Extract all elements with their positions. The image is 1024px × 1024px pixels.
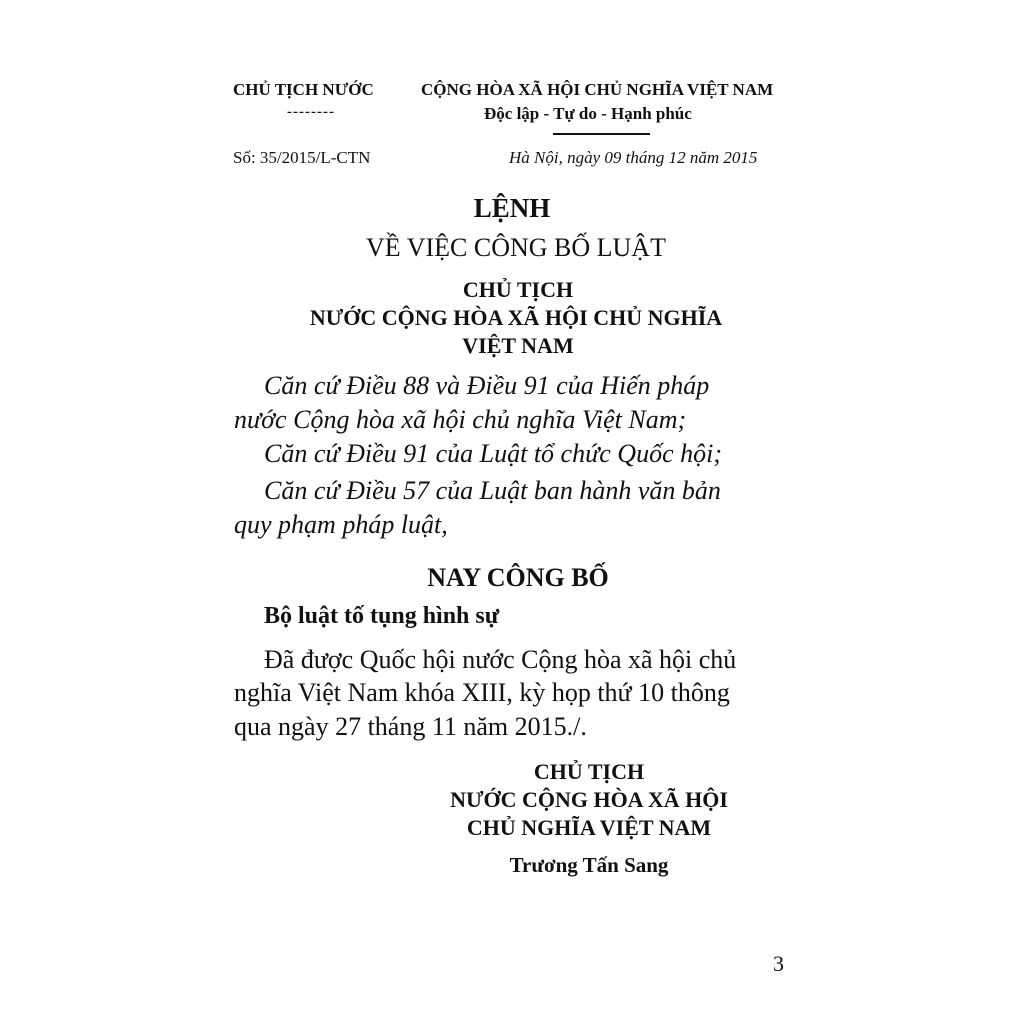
- signature-title: NƯỚC CỘNG HÒA XÃ HỘI: [450, 787, 728, 812]
- authority-line: NƯỚC CỘNG HÒA XÃ HỘI CHỦ NGHĨA: [309, 305, 723, 330]
- law-name: Bộ luật tố tụng hình sự: [264, 603, 500, 629]
- country-heading: CỘNG HÒA XÃ HỘI CHỦ NGHĨA VIỆT NAM: [421, 80, 774, 99]
- document-number: Số: 35/2015/L-CTN: [233, 148, 371, 167]
- legal-basis-line: quy phạm pháp luật,: [234, 510, 448, 539]
- signatory-name: Trương Tấn Sang: [509, 853, 669, 877]
- authority-line: VIỆT NAM: [462, 333, 574, 358]
- document-title: LỆNH: [473, 193, 551, 223]
- issuer-divider: --------: [287, 104, 335, 120]
- issuer-heading: CHỦ TỊCH NƯỚC: [233, 80, 374, 99]
- legal-basis-line: Căn cứ Điều 57 của Luật ban hành văn bản: [264, 476, 721, 505]
- motto-underline: [553, 133, 650, 135]
- national-motto: Độc lập - Tự do - Hạnh phúc: [484, 104, 692, 123]
- page-number: 3: [773, 951, 784, 976]
- signature-title: CHỦ NGHĨA VIỆT NAM: [466, 815, 712, 840]
- decree-heading: NAY CÔNG BỐ: [427, 563, 609, 592]
- body-line: Đã được Quốc hội nước Cộng hòa xã hội chủ: [264, 645, 737, 674]
- document-subtitle: VỀ VIỆC CÔNG BỐ LUẬT: [366, 233, 666, 262]
- place-and-date: Hà Nội, ngày 09 tháng 12 năm 2015: [509, 148, 758, 167]
- body-line: qua ngày 27 tháng 11 năm 2015./.: [234, 712, 587, 741]
- legal-basis-line: nước Cộng hòa xã hội chủ nghĩa Việt Nam;: [234, 405, 687, 434]
- signature-title: CHỦ TỊCH: [533, 759, 645, 784]
- legal-basis-line: Căn cứ Điều 91 của Luật tổ chức Quốc hội;: [264, 439, 723, 468]
- body-line: nghĩa Việt Nam khóa XIII, kỳ họp thứ 10 thông: [234, 678, 730, 707]
- authority-line: CHỦ TỊCH: [462, 277, 574, 302]
- legal-basis-line: Căn cứ Điều 88 và Điều 91 của Hiến pháp: [264, 371, 710, 400]
